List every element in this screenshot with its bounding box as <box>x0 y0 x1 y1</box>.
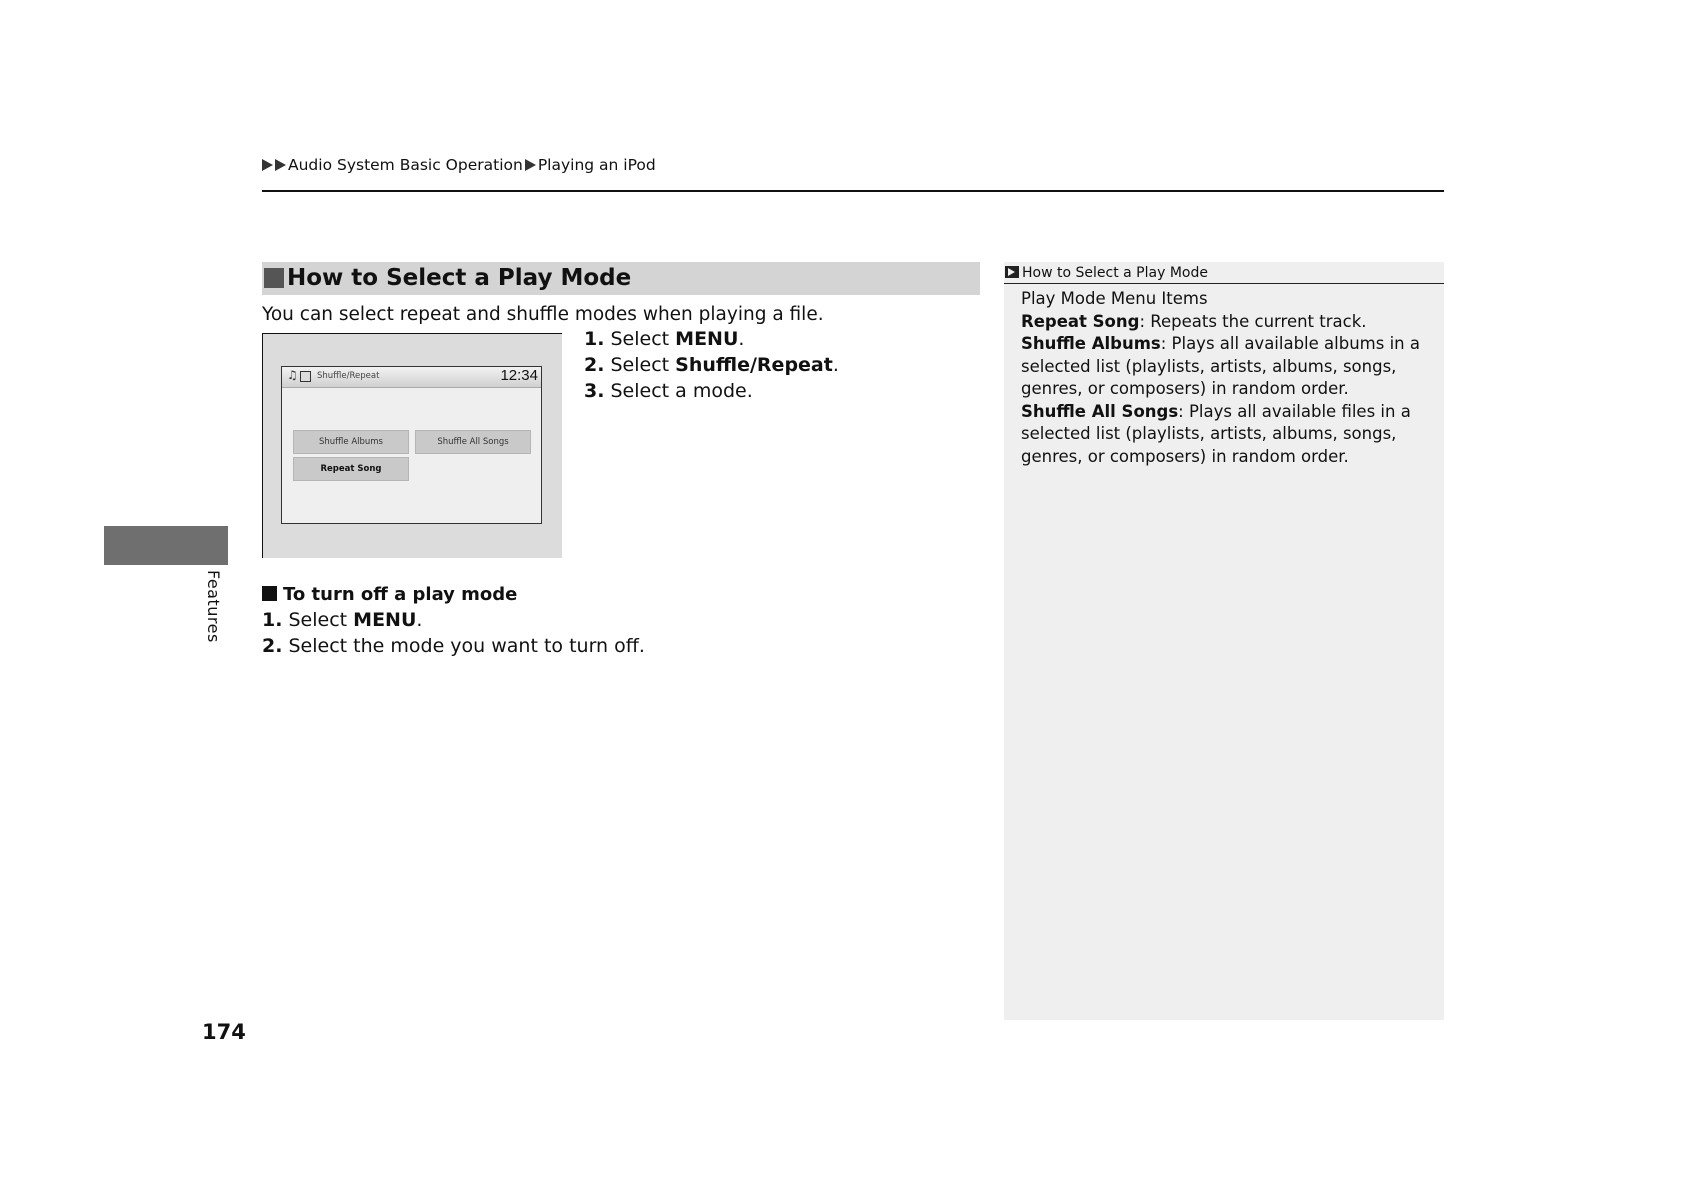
note-title[interactable]: How to Select a Play Mode <box>1022 265 1208 281</box>
screen-title: Shuffle/Repeat <box>317 371 380 381</box>
step-item <box>262 633 645 659</box>
screen-clock: 12:34 <box>500 367 538 384</box>
chapter-tab <box>104 526 228 565</box>
step-text: Select the mode you want to turn off. <box>288 635 645 657</box>
heading-square-icon <box>262 586 277 601</box>
screen-title-bar <box>282 367 541 388</box>
turn-off-steps <box>262 607 645 659</box>
breadcrumb-arrow-icon <box>262 159 273 171</box>
note-desc: : Plays all available albums in a selected list (playlists, artists, albums, songs, genres, or composers) in random order. <box>1021 334 1420 398</box>
note-desc: : Plays all available files in a selected list (playlists, artists, albums, songs, genres, or composers) in random order. <box>1021 401 1411 466</box>
step-suffix: . <box>738 328 745 350</box>
music-note-icon: ♫ <box>287 368 298 382</box>
step-number: 1. <box>262 609 283 631</box>
intro-text: You can select repeat and shuffle modes when playing a file. <box>262 304 824 325</box>
step-bold-text: MENU <box>675 328 739 350</box>
step-text: Select a mode. <box>610 380 753 402</box>
note-body <box>1021 288 1441 468</box>
step-item <box>584 326 839 352</box>
note-item <box>1021 311 1441 334</box>
audio-screen <box>281 366 542 524</box>
steps-list <box>584 326 839 404</box>
note-header <box>1004 262 1444 284</box>
breadcrumb-arrow-icon <box>525 159 536 171</box>
breadcrumb-item-playing-ipod[interactable]: Playing an iPod <box>537 156 656 174</box>
sub-heading-title: To turn off a play mode <box>283 584 518 605</box>
breadcrumb <box>262 154 656 176</box>
step-text: Select <box>288 609 354 631</box>
step-text: Select <box>610 354 676 376</box>
step-number: 3. <box>584 380 605 402</box>
step-item <box>584 378 839 404</box>
step-suffix: . <box>832 354 839 376</box>
screen-illustration <box>262 333 562 558</box>
breadcrumb-item-audio-system[interactable]: Audio System Basic Operation <box>288 156 523 174</box>
note-term: Shuffle Albums <box>1021 334 1161 353</box>
note-item <box>1021 333 1441 401</box>
note-heading: Play Mode Menu Items <box>1021 289 1208 308</box>
step-number: 2. <box>584 354 605 376</box>
ipod-icon <box>300 371 311 382</box>
shuffle-albums-button[interactable]: Shuffle Albums <box>293 430 409 454</box>
note-desc: : Repeats the current track. <box>1139 311 1367 331</box>
note-term: Shuffle All Songs <box>1021 401 1179 421</box>
step-suffix: . <box>416 609 423 631</box>
shuffle-all-songs-button[interactable]: Shuffle All Songs <box>415 430 531 454</box>
step-number: 1. <box>584 328 605 350</box>
section-title: How to Select a Play Mode <box>287 265 632 291</box>
breadcrumb-arrow-icon <box>275 159 286 171</box>
repeat-song-button[interactable]: Repeat Song <box>293 457 409 481</box>
step-bold-text: MENU <box>353 609 417 631</box>
note-panel <box>1004 262 1444 1020</box>
header-rule <box>262 190 1444 192</box>
heading-square-icon <box>264 268 284 288</box>
sub-heading <box>262 583 517 607</box>
reference-icon <box>1005 266 1019 278</box>
chapter-tab-label: Features <box>204 570 223 643</box>
step-bold-text: Shuffle/Repeat <box>675 354 833 376</box>
note-term: Repeat Song <box>1021 311 1140 331</box>
section-heading <box>262 262 980 295</box>
step-number: 2. <box>262 635 283 657</box>
step-item <box>584 352 839 378</box>
page-number: 174 <box>202 1020 246 1044</box>
step-item <box>262 607 645 633</box>
note-item <box>1021 401 1441 469</box>
step-text: Select <box>610 328 676 350</box>
